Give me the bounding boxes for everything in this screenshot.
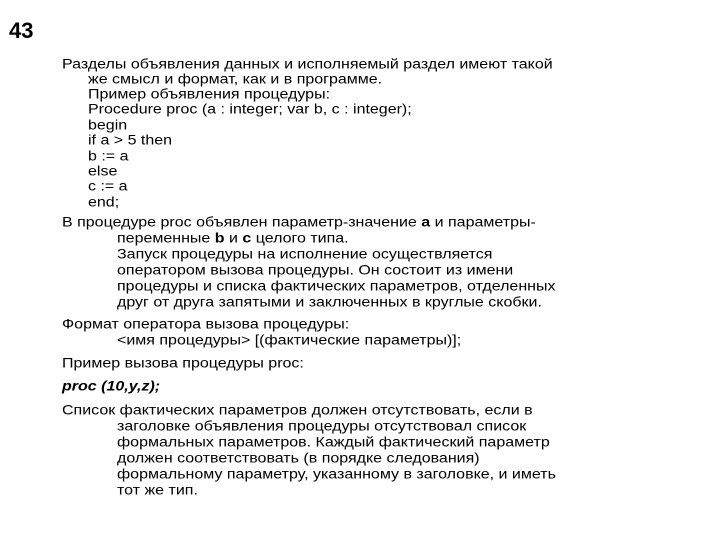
code-line: Procedure proc (a : integer; var b, c : integer);: [88, 102, 412, 118]
code-line: end;: [88, 195, 120, 211]
code-line: if a > 5 then: [88, 133, 173, 149]
code-example: proc (10,y,z);: [62, 379, 161, 395]
text-line: Разделы объявления данных и исполняемый раздел имеют такой: [62, 57, 553, 73]
text-line: друг от друга запятыми и заключенных в круглые скобки.: [117, 295, 542, 311]
code-line: c := a: [88, 179, 128, 195]
text-line: же смысл и формат, как и в программе.: [88, 72, 383, 88]
text-line: формальных параметров. Каждый фактический параметр: [117, 435, 550, 451]
text-line: заголовке объявления процедуры отсутствовал список: [117, 419, 527, 435]
text-line: Список фактических параметров должен отсутствовать, если в: [62, 403, 533, 419]
text-segment: и: [224, 231, 243, 247]
code-line: else: [88, 164, 118, 180]
text-line: [62, 216, 536, 229]
text-segment: В процедуре proc объявлен параметр-значение: [62, 215, 422, 231]
text-line: <имя процедуры> [(фактические параметры)];: [117, 333, 462, 349]
text-line: Формат оператора вызова процедуры:: [62, 317, 350, 333]
text-line: тот же тип.: [117, 483, 198, 499]
param-name: c: [242, 231, 252, 247]
code-line: b := a: [88, 149, 129, 165]
text-segment: целого типа.: [251, 231, 349, 247]
text-line: формальному параметру, указанному в заголовке, и иметь: [117, 467, 556, 483]
text-line: [117, 232, 349, 245]
text-segment: переменные: [117, 231, 215, 247]
text-line: процедуры и списка фактических параметров, отделенных: [117, 279, 556, 295]
text-line: Пример объявления процедуры:: [88, 87, 331, 103]
text-line: Запуск процедуры на исполнение осуществляется: [117, 247, 493, 263]
code-line: begin: [88, 118, 128, 134]
param-name: b: [214, 231, 225, 247]
text-segment: и параметры-: [430, 215, 536, 231]
text-line: должен соответствовать (в порядке следования): [117, 451, 480, 467]
text-line: Пример вызова процедуры proc:: [62, 356, 304, 372]
text-line: оператором вызова процедуры. Он состоит из имени: [117, 263, 514, 279]
slide-number: 43: [9, 18, 34, 43]
param-name: a: [421, 215, 431, 231]
